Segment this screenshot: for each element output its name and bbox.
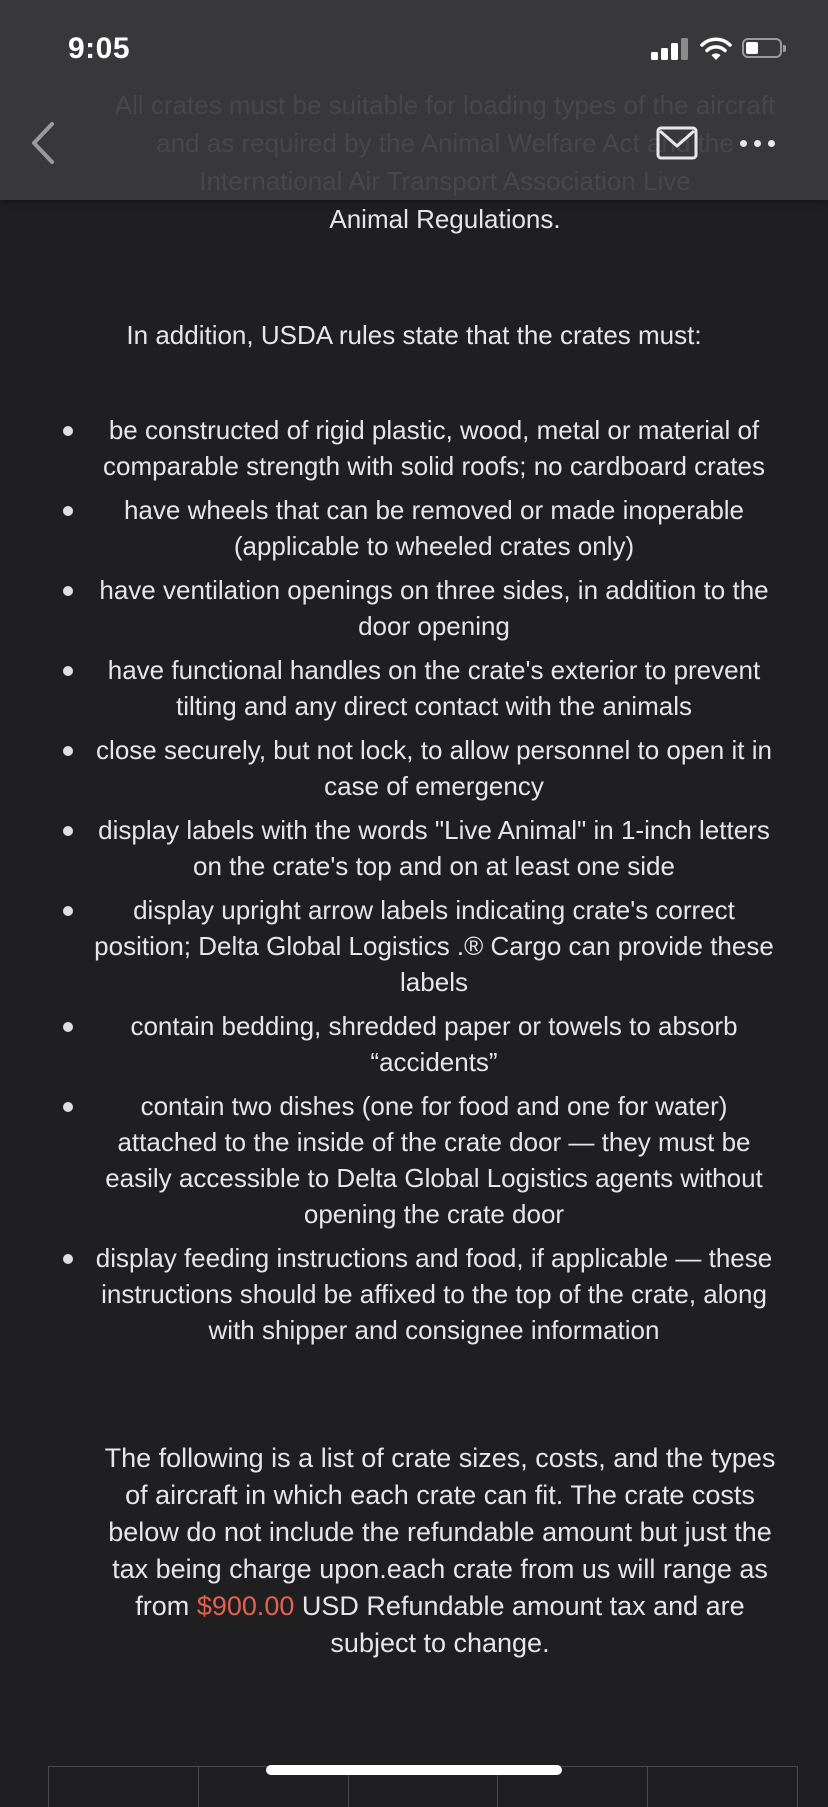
crate-costs-paragraph xyxy=(90,1440,790,1662)
table-cell xyxy=(48,1767,198,1807)
list-item xyxy=(0,1088,828,1232)
wifi-icon xyxy=(700,36,732,62)
list-item xyxy=(0,812,828,884)
ellipsis-icon xyxy=(754,140,761,147)
crate-rules-list xyxy=(0,412,828,1356)
list-item xyxy=(0,892,828,1000)
bullet-icon xyxy=(63,426,73,436)
crate-price: $900.00 xyxy=(196,1591,295,1621)
list-item-text: be constructed of rigid plastic, wood, metal or material of comparable strength with solid roofs; no cardboard crates xyxy=(103,415,765,481)
status-bar-time: 9:05 xyxy=(68,32,131,65)
battery-icon xyxy=(742,38,786,60)
list-item-text: have ventilation openings on three sides, in addition to the door opening xyxy=(99,575,769,641)
ellipsis-icon xyxy=(740,140,747,147)
list-item-text: contain bedding, shredded paper or towels to absorb “accidents” xyxy=(130,1011,738,1077)
list-item-text: display labels with the words "Live Animal" in 1-inch letters on the crate's top and on at least one side xyxy=(98,815,770,881)
list-item xyxy=(0,572,828,644)
bullet-icon xyxy=(63,586,73,596)
list-item xyxy=(0,1008,828,1080)
bullet-icon xyxy=(63,506,73,516)
crate-costs-text-before: The following is a list of crate sizes, costs, and the types of aircraft in which each crate can fit. The crate costs below do not include the refundable amount but just the tax being charge upon.each crate from us will range as from xyxy=(104,1443,776,1621)
bullet-icon xyxy=(63,1102,73,1112)
list-item-text: close securely, but not lock, to allow personnel to open it in case of emergency xyxy=(96,735,772,801)
home-indicator[interactable] xyxy=(266,1765,562,1775)
cellular-signal-icon xyxy=(651,38,691,60)
envelope-icon xyxy=(655,124,699,162)
list-item-text: display upright arrow labels indicating crate's correct position; Delta Global Logistics .® Cargo can provide these labels xyxy=(94,895,774,997)
bullet-icon xyxy=(63,666,73,676)
bullet-icon xyxy=(63,826,73,836)
mail-header xyxy=(0,0,828,200)
list-item-text: have wheels that can be removed or made inoperable (applicable to wheeled crates only) xyxy=(123,495,745,561)
bullet-icon xyxy=(63,746,73,756)
list-item-text: contain two dishes (one for food and one for water) attached to the inside of the crate door — they must be easily accessible to Delta Global Logistics agents without opening the crate door xyxy=(105,1091,763,1229)
chevron-left-icon xyxy=(26,118,62,168)
more-options-button[interactable] xyxy=(734,130,782,156)
list-item xyxy=(0,492,828,564)
envelope-button[interactable] xyxy=(655,124,699,162)
bullet-icon xyxy=(63,906,73,916)
back-button[interactable] xyxy=(26,118,62,168)
list-item-text: have functional handles on the crate's exterior to prevent tilting and any direct contact with the animals xyxy=(107,655,761,721)
bullet-icon xyxy=(63,1022,73,1032)
crate-costs-text-after: USD Refundable amount tax and are subject to change. xyxy=(294,1591,745,1658)
crate-requirements-tail: Animal Regulations. xyxy=(329,204,561,234)
list-item-text: display feeding instructions and food, if applicable — these instructions should be affixed to the top of the crate, along with shipper and consignee information xyxy=(95,1243,773,1345)
usda-rules-intro: In addition, USDA rules state that the crates must: xyxy=(126,320,702,350)
bullet-icon xyxy=(63,1254,73,1264)
list-item xyxy=(0,412,828,484)
ellipsis-icon xyxy=(768,140,775,147)
list-item xyxy=(0,652,828,724)
list-item xyxy=(0,732,828,804)
list-item xyxy=(0,1240,828,1348)
table-cell xyxy=(647,1767,798,1807)
